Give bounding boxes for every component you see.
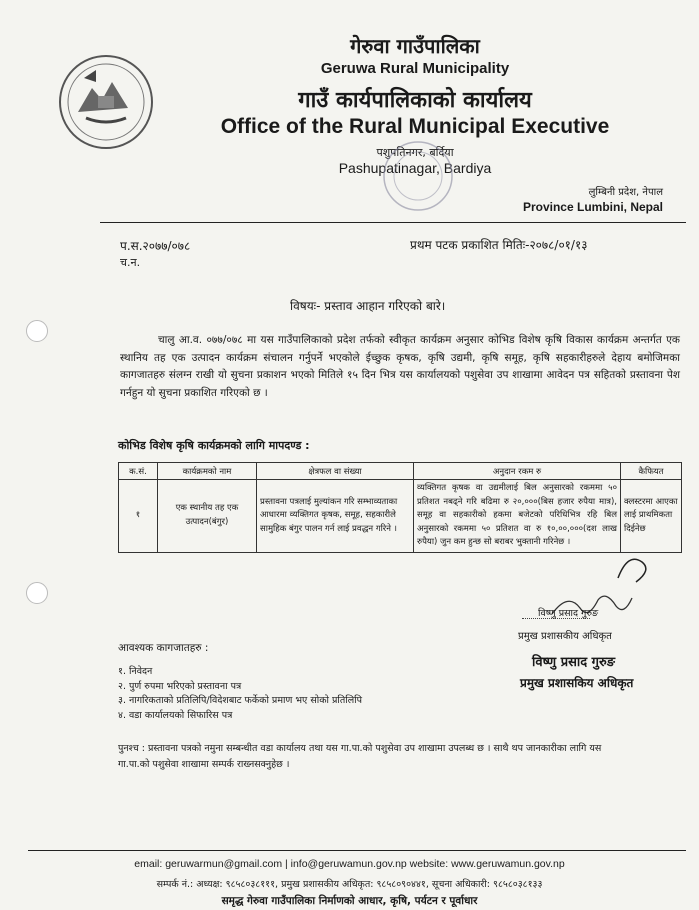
signatory-title: प्रमुख प्रशासकीय अधिकृत	[518, 631, 612, 642]
col-area: क्षेत्रफल वा संख्या	[257, 463, 414, 480]
signatory-title-stamp: प्रमुख प्रशासकिय अधिकृत	[520, 676, 634, 690]
reference-number: प.स.२०७७/०७८	[120, 239, 191, 253]
col-sn: क.सं.	[119, 463, 158, 480]
documents-list	[118, 665, 362, 723]
list-item: ३. नागरिकताको प्रतिलिपि/विदेशबाट फर्केको प्रमाण भए सोको प्रतिलिपि	[118, 695, 363, 706]
list-item: १. निवेदन	[118, 666, 153, 677]
province-np: लुम्बिनी प्रदेश, नेपाल	[588, 187, 663, 198]
province-en: Province Lumbini, Nepal	[522, 200, 663, 214]
round-stamp-icon	[380, 138, 456, 214]
body-paragraph: चालु आ.व. ०७७/०७८ मा यस गाउँपालिकाको प्रदेश तर्फको स्वीकृत कार्यक्रम अनुसार कोभिड विशेष कृषि विकास कार्यक्रम अन्तर्गत एक स्थानिय तह एक उत्पादन कार्यक्रम संचालन गर्नुपर्ने भएकोले ईच्छुक कृषक, कृषि उद्यमी, कृषि समूह, कृषि सहकारीहरुले देहाय बमोजिमका कागजातहरु संलग्न राखी यो सुचना प्रकाशन भएको मितिले १५ दिन भित्र यस कार्यालयको पशुसेवा उप शाखामा आवेदन पत्र सहितको प्रस्तावना पेश गर्नहुन यो सुचना प्रकाशित गरिएको छ ।	[120, 334, 680, 399]
cell-sn: १	[119, 480, 158, 553]
table-row	[119, 480, 682, 553]
col-remarks: कैफियत	[621, 463, 682, 480]
footer-contact: email: geruwarmun@gmail.com | info@geruwamun.gov.np website: www.geruwamun.gov.np	[134, 858, 565, 870]
cell-grant: व्यक्तिगत कृषक वा उद्यमीलाई बिल अनुसारको रकममा ५० प्रतिशत नबढ्ने गरि बढिमा रु २०,०००(बिस हजार रुपैया मात्र), समूह वा सहकारीको हकमा बजेटको परिधिभित्र रहि बिल अनुसारको रकममा ५० प्रतिशत वा रु १०,००,०००(दश लाख रुपैया) जुन कम हुन्छ सो बराबर भुक्तानी गरिनेछ ।	[414, 480, 621, 553]
punch-hole	[26, 320, 48, 342]
list-item: ४. वडा कार्यालयको सिफारिस पत्र	[118, 709, 233, 721]
footer-motto: समृद्ध गेरुवा गाउँपालिका निर्माणको आधार, कृषि, पर्यटन र पूर्वाधार	[221, 895, 478, 907]
nepal-emblem-icon	[56, 52, 156, 152]
executive-title-en: Office of the Rural Municipal Executive	[220, 115, 610, 138]
cell-area: प्रस्तावना पत्रलाई मुल्यांकन गरि सम्भाव्यताका आधारमा व्यक्तिगत कृषक, समूह, सहकारीले सामुहिक बंगुर पालन गर्न लाई प्रवद्धन गरिने ।	[257, 480, 414, 553]
header-divider	[100, 222, 686, 223]
subject-line: विषयः- प्रस्ताव आहान गरिएको बारे।	[290, 299, 446, 313]
criteria-heading: कोभिड विशेष कृषि कार्यक्रमको लागि मापदण्ड :	[118, 439, 310, 452]
dispatch-number: च.न.	[120, 256, 141, 269]
cell-remarks: क्लस्टरमा आएका लाई प्राथमिकता दिईनेछ	[621, 480, 682, 553]
place-np: पशुपतिनगर, बर्दिया	[376, 146, 454, 159]
col-program: कार्यक्रमको नाम	[158, 463, 257, 480]
signatory-name: विष्णु प्रसाद गुरुङ	[538, 608, 599, 619]
office-title-np: गेरुवा गाउँपालिका	[350, 34, 480, 58]
criteria-table	[118, 462, 682, 553]
punch-hole	[26, 582, 48, 604]
postscript-note: पुनश्च : प्रस्तावना पत्रको नमुना सम्बन्धीत वडा कार्यालय तथा यस गा.पा.को पशुसेवा उप शाखामा उपलब्ध छ । साथै थप जानकारीका लागि यस गा.पा.को पशुसेवा शाखामा सम्पर्क राख्नसक्नुहेछ ।	[118, 743, 602, 770]
table-header-row	[119, 463, 682, 480]
footer-phones: सम्पर्क नं.: अध्यक्ष: ९८५८०३८१११, प्रमुख प्रशासकीय अधिकृत: ९८५८०९०४४१, सूचना अधिकारी: ९८५८०३८१३३	[156, 879, 543, 890]
documents-heading: आवश्यक कागजातहरु :	[118, 642, 209, 654]
office-title-en: Geruwa Rural Municipality	[320, 60, 510, 77]
ink-mark-icon	[608, 548, 658, 588]
signatory-name-stamp: विष्णु प्रसाद गुरुङ	[532, 655, 616, 670]
publish-date: प्रथम पटक प्रकाशित मितिः-२०७८/०१/१३	[410, 238, 588, 252]
footer-divider	[28, 850, 686, 851]
place-en: Pashupatinagar, Bardiya	[338, 160, 492, 176]
list-item: २. पुर्ण रुपमा भरिएको प्रस्तावना पत्र	[118, 680, 242, 692]
col-grant: अनुदान रकम रु	[414, 463, 621, 480]
cell-program: एक स्थानीय तह एक उत्पादन(बंगुर)	[158, 480, 257, 553]
executive-title-np: गाउँ कार्यपालिकाको कार्यालय	[298, 88, 532, 113]
